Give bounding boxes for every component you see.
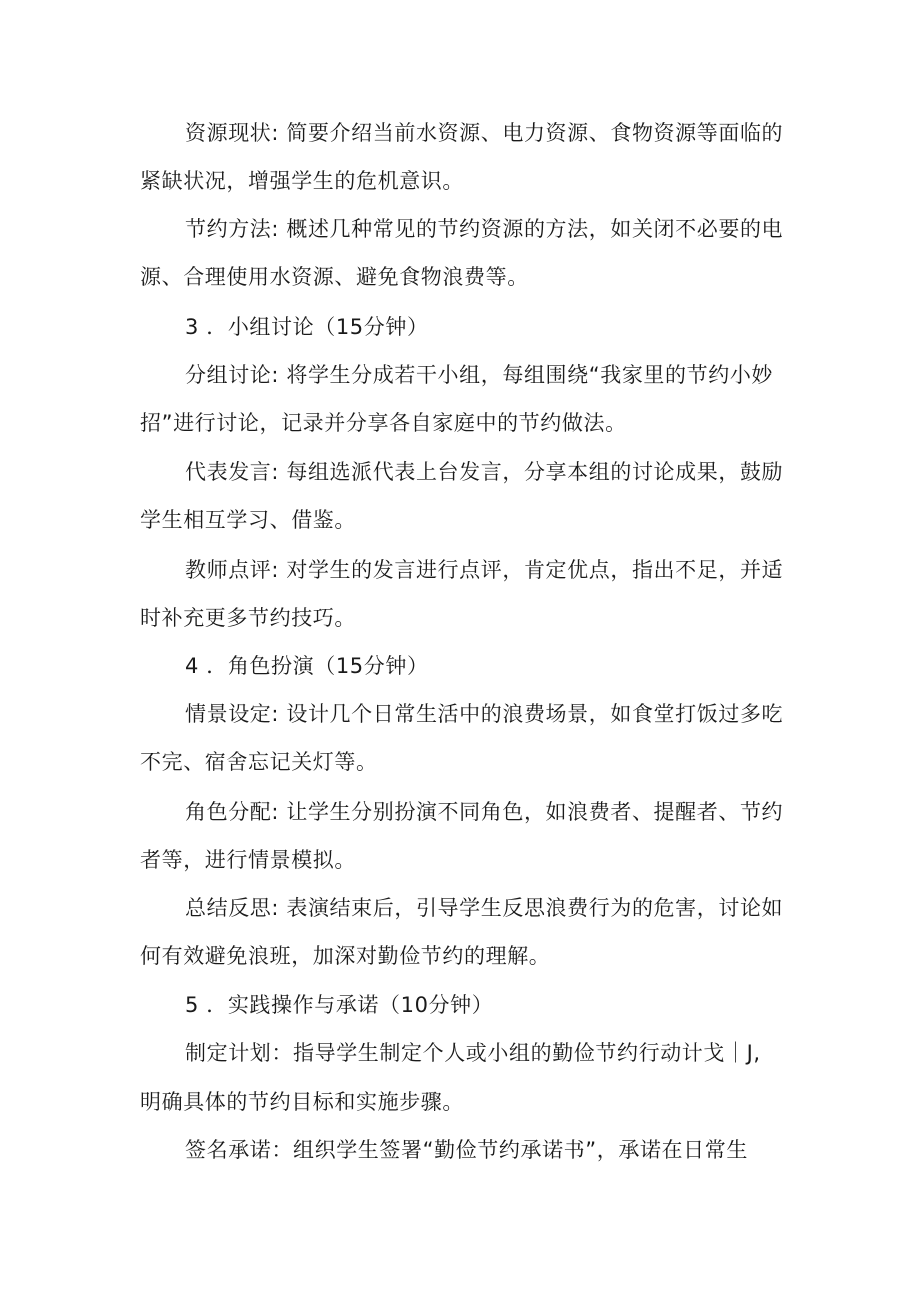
paragraph-group-discussion-line-1: 分组讨论: 将学生分成若干小组，每组围绕“我家里的节约小妙 — [185, 363, 774, 387]
paragraph-signature-commitment-line-1: 签名承诺：组织学生签署“勤俭节约承诺书”，承诺在日常生 — [185, 1138, 748, 1162]
paragraph-make-plan-line-2: 明确具体的节约目标和实施步骤。 — [140, 1090, 464, 1114]
section-heading-group-discussion: 3 ．小组讨论（15分钟） — [185, 315, 429, 339]
paragraph-summary-reflection-line-2: 何有效避免浪班，加深对勤俭节约的理解。 — [140, 944, 551, 968]
paragraph-teacher-review-line-2: 时补充更多节约技巧。 — [140, 606, 356, 630]
paragraph-summary-reflection-line-1: 总结反思: 表演结束后，引导学生反思浪费行为的危害，讨论如 — [185, 896, 784, 920]
paragraph-saving-methods-line-1: 节约方法: 概述几种常见的节约资源的方法，如关闭不必要的电 — [185, 217, 784, 241]
paragraph-representative-speech-line-1: 代表发言: 每组选派代表上台发言，分享本组的讨论成果，鼓励 — [185, 460, 784, 484]
paragraph-representative-speech-line-2: 学生相互学习、借鉴。 — [140, 508, 356, 532]
paragraph-make-plan-line-1: 制定计划：指导学生制定个人或小组的勤俭节约行动计戈｜J, — [185, 1041, 761, 1065]
section-heading-role-play: 4 ．角色扮演（15分钟） — [185, 654, 429, 678]
paragraph-role-assignment-line-2: 者等，进行情景模拟。 — [140, 848, 356, 872]
paragraph-scenario-setting-line-1: 情景设定: 设计几个日常生活中的浪费场景，如食堂打饭过多吃 — [185, 702, 784, 726]
paragraph-group-discussion-line-2: 招”进行讨论，记录并分享各自家庭中的节约做法。 — [140, 411, 627, 435]
paragraph-saving-methods-line-2: 源、合理使用水资源、避免食物浪费等。 — [140, 265, 529, 289]
paragraph-scenario-setting-line-2: 不完、宿舍忘记关灯等。 — [140, 750, 378, 774]
paragraph-resource-status-line-1: 资源现状: 简要介绍当前水资源、电力资源、食物资源等面临的 — [185, 121, 784, 145]
section-heading-practice-commitment: 5 ．实践操作与承诺（10分钟） — [185, 993, 494, 1017]
paragraph-resource-status-line-2: 紧缺状况，增强学生的危机意识。 — [140, 169, 464, 193]
paragraph-role-assignment-line-1: 角色分配: 让学生分别扮演不同角色，如浪费者、提醒者、节约 — [185, 800, 784, 824]
paragraph-teacher-review-line-1: 教师点评: 对学生的发言进行点评，肯定优点，指出不足，并适 — [185, 558, 784, 582]
